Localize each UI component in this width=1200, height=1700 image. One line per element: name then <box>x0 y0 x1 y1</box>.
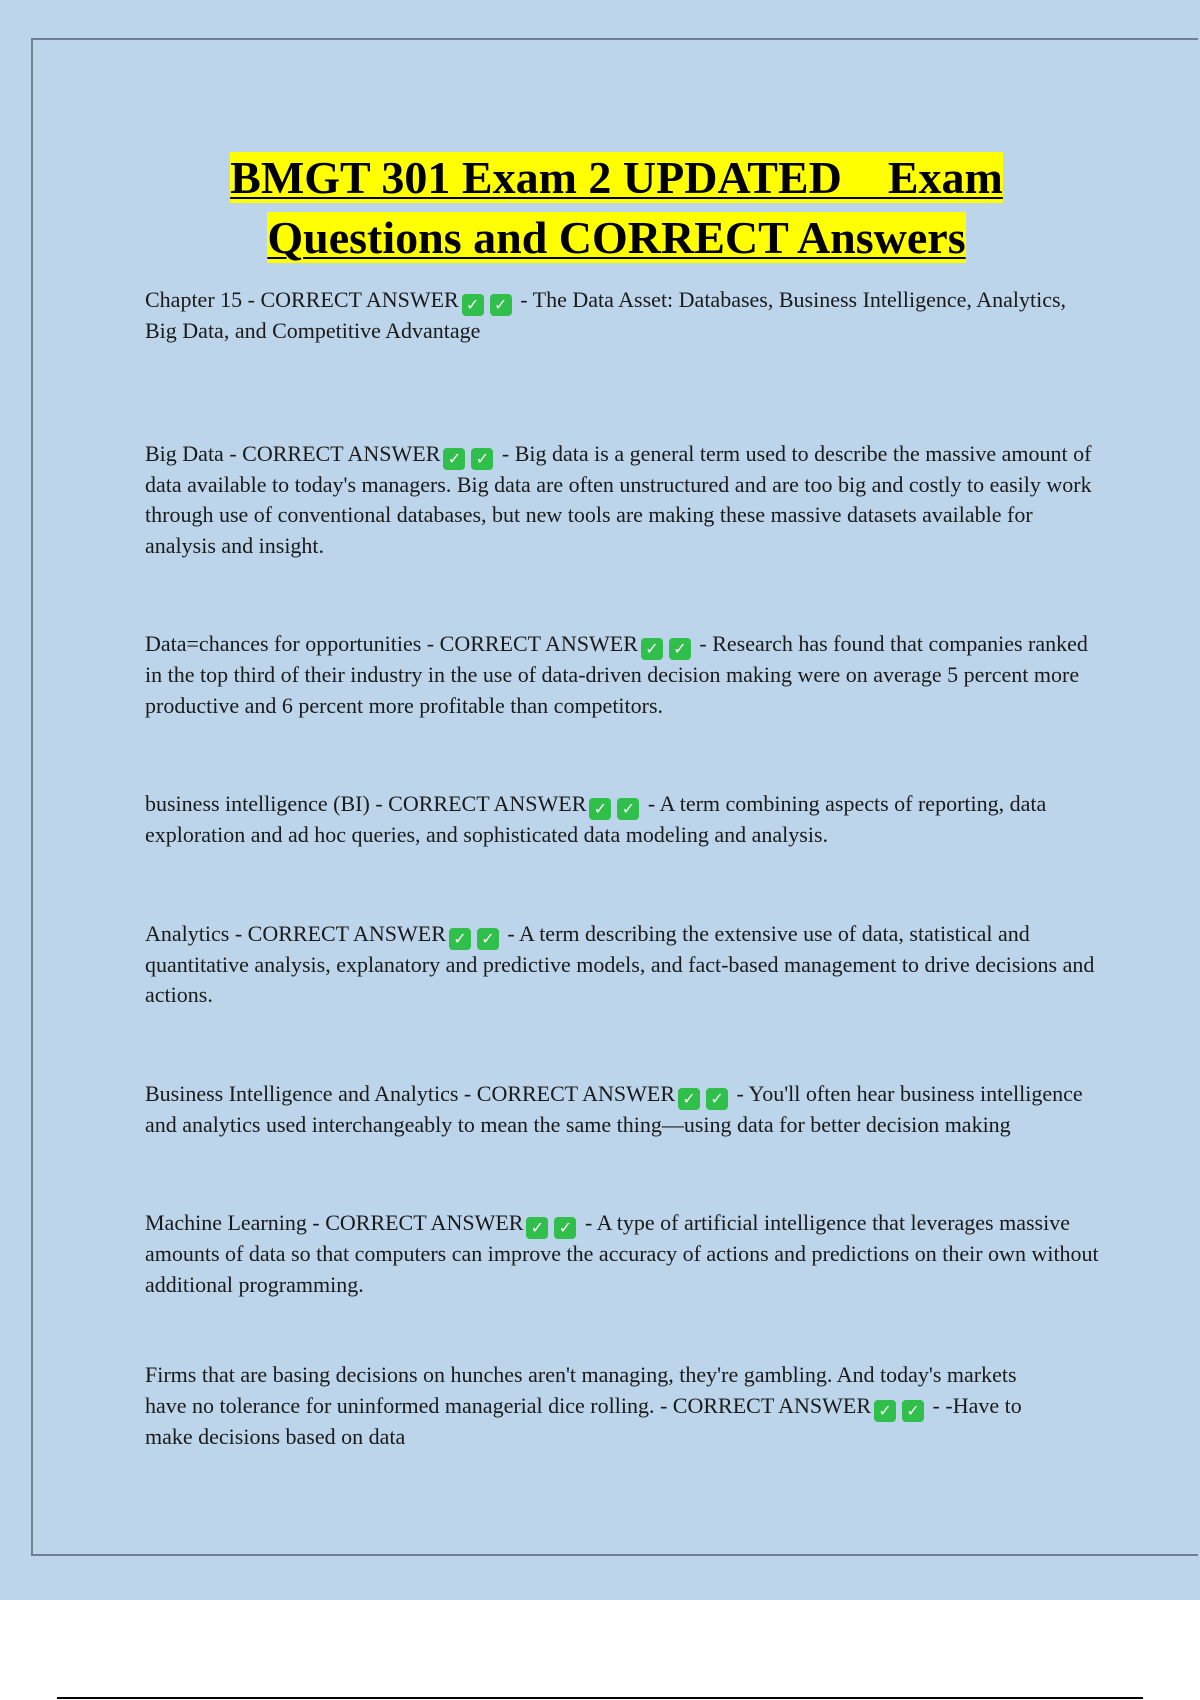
check-mark-icon: ✓ <box>471 448 493 470</box>
answer-marker: CORRECT ANSWER <box>325 1210 524 1235</box>
entry-definition: - -Have to make decisions based on data <box>145 1392 1022 1449</box>
entry-definition: - The Data Asset: Databases, Business Intelligence, Analytics, Big Data, and Competitive Advantage <box>145 287 1067 343</box>
answer-marker: CORRECT ANSWER <box>476 1080 676 1106</box>
answer-marker: CORRECT ANSWER <box>247 920 446 946</box>
check-mark-icon: ✓ <box>477 928 499 950</box>
title-line-2: Questions and CORRECT Answers <box>267 212 966 263</box>
check-mark-icon: ✓ <box>526 1217 548 1239</box>
check-mark-icon: ✓ <box>554 1217 576 1239</box>
check-mark-icon: ✓ <box>449 928 471 950</box>
check-mark-icon: ✓ <box>490 294 512 316</box>
entry-definition: - A term describing the extensive use of data, statistical and quantitative analysis, explanatory and predictive models, and fact-based management to drive decisions and actions. <box>145 920 1095 1007</box>
qa-entry <box>145 789 1100 851</box>
entry-term: business intelligence (BI) - <box>145 791 389 816</box>
answer-marker: CORRECT ANSWER <box>260 287 459 312</box>
qa-entry <box>145 919 1100 1011</box>
qa-list <box>145 285 1100 1452</box>
check-mark-icon: ✓ <box>669 638 691 660</box>
answer-marker: CORRECT ANSWER <box>388 791 587 816</box>
check-mark-icon: ✓ <box>589 798 611 820</box>
check-mark-icon: ✓ <box>706 1088 728 1110</box>
qa-entry <box>145 629 1100 721</box>
answer-marker: CORRECT ANSWER <box>439 631 638 656</box>
answer-marker: CORRECT ANSWER <box>242 440 441 466</box>
entry-term: Firms that are basing decisions on hunches aren't managing, they're gambling. And today's markets have no tolerance for uninformed managerial dice rolling. - <box>145 1362 1017 1418</box>
entry-definition: - A term combining aspects of reporting, data exploration and ad hoc queries, and sophisticated data modeling and analysis. <box>145 791 1047 847</box>
check-mark-icon: ✓ <box>462 294 484 316</box>
entry-definition: - You'll often hear business intelligence and analytics used interchangeably to mean the same thing—using data for better decision making <box>145 1080 1083 1137</box>
entry-term: Chapter 15 - <box>145 287 261 312</box>
entry-term: Analytics - <box>145 920 248 946</box>
entry-definition: - A type of artificial intelligence that leverages massive amounts of data so that computers can improve the accuracy of actions and predictions on their own without additional programming. <box>145 1210 1099 1297</box>
answer-marker: CORRECT ANSWER <box>672 1392 872 1418</box>
title-line-1: BMGT 301 Exam 2 UPDATED Exam <box>230 152 1003 203</box>
entry-term: Business Intelligence and Analytics - <box>145 1080 477 1106</box>
check-mark-icon: ✓ <box>902 1400 924 1422</box>
qa-entry <box>145 1360 1025 1452</box>
qa-entry <box>145 1079 1100 1141</box>
entry-term: Machine Learning - <box>145 1210 326 1235</box>
check-mark-icon: ✓ <box>874 1400 896 1422</box>
check-mark-icon: ✓ <box>617 798 639 820</box>
entry-definition: - Research has found that companies ranked in the top third of their industry in the use of data-driven decision making were on average 5 percent more productive and 6 percent more profitable than competitors. <box>145 631 1088 718</box>
check-mark-icon: ✓ <box>443 448 465 470</box>
qa-entry <box>145 1208 1100 1300</box>
entry-term: Big Data - <box>145 440 243 466</box>
qa-entry <box>145 285 1100 347</box>
check-mark-icon: ✓ <box>678 1088 700 1110</box>
document-title <box>0 148 1200 268</box>
entry-definition: - Big data is a general term used to describe the massive amount of data available to today's managers. Big data are often unstructured and are too big and costly to easily work through use of conventional databases, but new tools are making these massive datasets available for analysis and insight. <box>145 440 1092 558</box>
entry-term: Data=chances for opportunities - <box>145 631 440 656</box>
page-divider <box>57 1697 1143 1699</box>
check-mark-icon: ✓ <box>641 638 663 660</box>
qa-entry <box>145 439 1100 562</box>
